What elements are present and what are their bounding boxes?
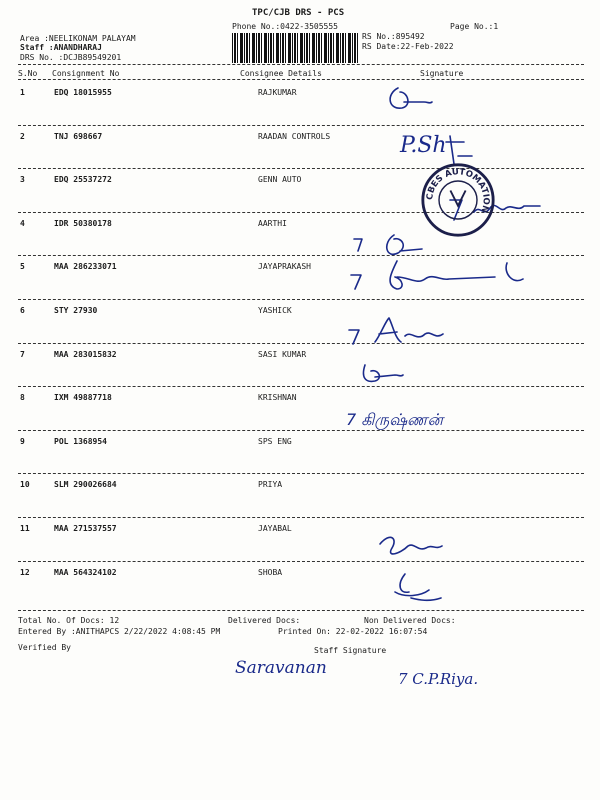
divider (18, 64, 584, 65)
table-row (0, 431, 600, 475)
row-consignment: MAA 271537557 (54, 524, 117, 533)
row-consignee: RAJKUMAR (258, 88, 297, 97)
signature-row-7 (355, 355, 415, 390)
divider (18, 79, 584, 80)
rs-date: RS Date:22-Feb-2022 (362, 42, 454, 51)
document-title: TPC/CJB DRS - PCS (252, 8, 345, 18)
signature-row-1 (380, 80, 440, 120)
table-row (0, 518, 600, 562)
column-header-sno: S.No (18, 69, 38, 78)
row-consignment: IXM 49887718 (54, 393, 112, 403)
non-delivered-docs: Non Delivered Docs: (364, 616, 456, 625)
row-consignment: POL 1368954 (54, 436, 107, 446)
phone-number: Phone No.:0422-3505555 (232, 22, 338, 31)
signature-row-5 (345, 255, 535, 300)
row-sno: 8 (20, 393, 25, 403)
row-consignee: YASHICK (258, 306, 292, 315)
verified-by-label: Verified By (18, 643, 71, 652)
row-consignment: EDQ 18015955 (54, 88, 112, 97)
staff-signature-2: 7 C.P.Riya. (398, 670, 479, 688)
area-field: Area :NEELIKONAM PALAYAM (20, 34, 136, 43)
row-consignment: STY 27930 (54, 306, 98, 315)
row-consignment: MAA 283015832 (54, 349, 117, 359)
row-consignee: SPS ENG (258, 436, 292, 446)
delivered-docs: Delivered Docs: (228, 616, 301, 625)
row-sno: 11 (20, 524, 30, 533)
row-consignment: TNJ 698667 (54, 131, 103, 141)
staff-field: Staff :ANANDHARAJ (20, 43, 102, 52)
row-sno: 10 (20, 480, 30, 490)
row-consignee: SHOBA (258, 567, 283, 577)
column-header-consignee: Consignee Details (240, 69, 322, 78)
table-row (0, 562, 600, 606)
company-stamp (420, 162, 496, 238)
barcode (232, 33, 358, 63)
row-consignment: IDR 50380178 (54, 218, 112, 228)
row-consignment: MAA 564324102 (54, 567, 117, 577)
entered-by: Entered By :ANITHAPCS 2/22/2022 4:08:45 PM (18, 627, 221, 636)
row-sno: 6 (20, 306, 25, 315)
signature-row-11 (370, 528, 450, 563)
column-header-consignment: Consignment No (52, 69, 120, 78)
drs-number: DRS No. :DCJB89549201 (20, 53, 122, 62)
table-row (0, 82, 600, 126)
total-docs: Total No. Of Docs: 12 (18, 616, 120, 625)
row-consignment: SLM 290026684 (54, 480, 117, 490)
staff-signature-1: Saravanan (235, 658, 327, 678)
signature-row-8: 7 கிருஷ்ணன் (346, 410, 443, 429)
signature-row-12 (385, 568, 455, 608)
row-consignee: PRIYA (258, 480, 283, 490)
divider (18, 610, 584, 611)
staff-signature-label: Staff Signature (314, 646, 387, 655)
row-consignment: EDQ 25537272 (54, 175, 112, 185)
page-number: Page No.:1 (450, 22, 499, 31)
row-sno: 2 (20, 131, 25, 141)
row-sno: 1 (20, 88, 25, 97)
row-sno: 5 (20, 262, 25, 272)
row-consignee: GENN AUTO (258, 175, 302, 185)
row-consignee: AARTHI (258, 218, 287, 228)
table-row (0, 387, 600, 431)
row-sno: 12 (20, 567, 30, 577)
row-sno: 3 (20, 175, 25, 185)
printed-on: Printed On: 22-02-2022 16:07:54 (278, 627, 428, 636)
column-header-signature: Signature (420, 69, 464, 78)
row-consignee: JAYAPRAKASH (258, 262, 311, 272)
stamp-text: CBES AUTOMATION (425, 167, 491, 214)
row-consignee: RAADAN CONTROLS (258, 131, 331, 141)
row-consignee: KRISHNAN (258, 393, 297, 403)
signature-row-2: P.Sh (400, 133, 447, 158)
table-row (0, 474, 600, 518)
row-sno: 9 (20, 436, 25, 446)
row-sno: 4 (20, 218, 25, 228)
table-row (0, 300, 600, 344)
row-consignee: SASI KUMAR (258, 349, 307, 359)
table-row (0, 344, 600, 388)
row-consignee: JAYABAL (258, 524, 292, 533)
rs-number: RS No.:895492 (362, 32, 425, 41)
row-consignment: MAA 286233071 (54, 262, 117, 272)
row-sno: 7 (20, 349, 25, 359)
table-row (0, 126, 600, 170)
signature-row-6 (345, 312, 455, 357)
